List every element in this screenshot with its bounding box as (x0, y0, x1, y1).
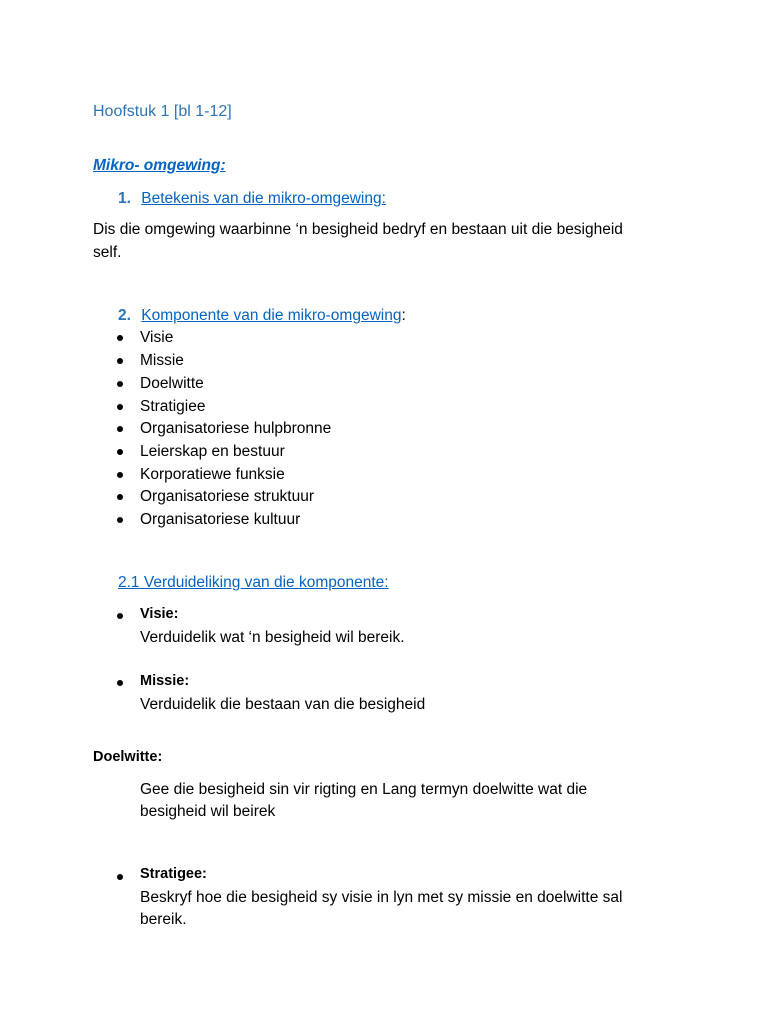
item1-number: 1. (118, 190, 131, 207)
bullet-icon (117, 680, 123, 686)
item1-colon: : (381, 190, 386, 207)
missie-text: Verduidelik die bestaan van die besigheid (140, 696, 426, 713)
stratigee-text-line2: bereik. (140, 911, 187, 928)
list-item-label: Missie (140, 352, 184, 369)
doelwitte-text-line2: besigheid wil beirek (140, 803, 276, 820)
bullet-icon (117, 335, 123, 341)
item1-heading (118, 190, 386, 208)
visie-label: Visie: (140, 606, 179, 622)
bullet-icon (117, 381, 123, 387)
item2-heading (118, 307, 406, 325)
missie-label: Missie: (140, 673, 190, 689)
item1-body-line1: Dis die omgewing waarbinne ‘n besigheid bedryf en bestaan uit die besigheid (93, 221, 623, 238)
stratigee-text-line1: Beskryf hoe die besigheid sy visie in lyn met sy missie en doelwitte sal (140, 889, 623, 906)
bullet-icon (117, 472, 123, 478)
section-title: Mikro- omgewing: (93, 157, 226, 174)
list-item-label: Stratigiee (140, 398, 206, 415)
list-item-label: Organisatoriese kultuur (140, 511, 301, 528)
visie-text: Verduidelik wat ‘n besigheid wil bereik. (140, 629, 405, 646)
list-item-label: Korporatiewe funksie (140, 466, 285, 483)
list-item-label: Organisatoriese struktuur (140, 488, 315, 505)
stratigee-label: Stratigee: (140, 866, 207, 882)
bullet-icon (117, 449, 123, 455)
list-item-label: Leierskap en bestuur (140, 443, 285, 460)
list-item-label: Organisatoriese hulpbronne (140, 420, 332, 437)
item2-number: 2. (118, 307, 131, 324)
subsection-title: 2.1 Verduideliking van die komponente: (118, 574, 389, 591)
bullet-icon (117, 494, 123, 500)
bullet-icon (117, 874, 123, 880)
bullet-icon (117, 426, 123, 432)
item2-colon: : (401, 307, 406, 324)
chapter-heading: Hoofstuk 1 [bl 1-12] (93, 103, 232, 120)
bullet-icon (117, 358, 123, 364)
item2-title: Komponente van die mikro-omgewing (141, 307, 402, 324)
item1-title: Betekenis van die mikro-omgewing (141, 190, 382, 207)
list-item-label: Visie (140, 329, 174, 346)
item1-body-line2: self. (93, 244, 122, 261)
doelwitte-label: Doelwitte: (93, 749, 163, 765)
bullet-icon (117, 517, 123, 523)
list-item-label: Doelwitte (140, 375, 204, 392)
bullet-icon (117, 613, 123, 619)
bullet-icon (117, 404, 123, 410)
doelwitte-text-line1: Gee die besigheid sin vir rigting en Lang termyn doelwitte wat die (140, 781, 588, 798)
